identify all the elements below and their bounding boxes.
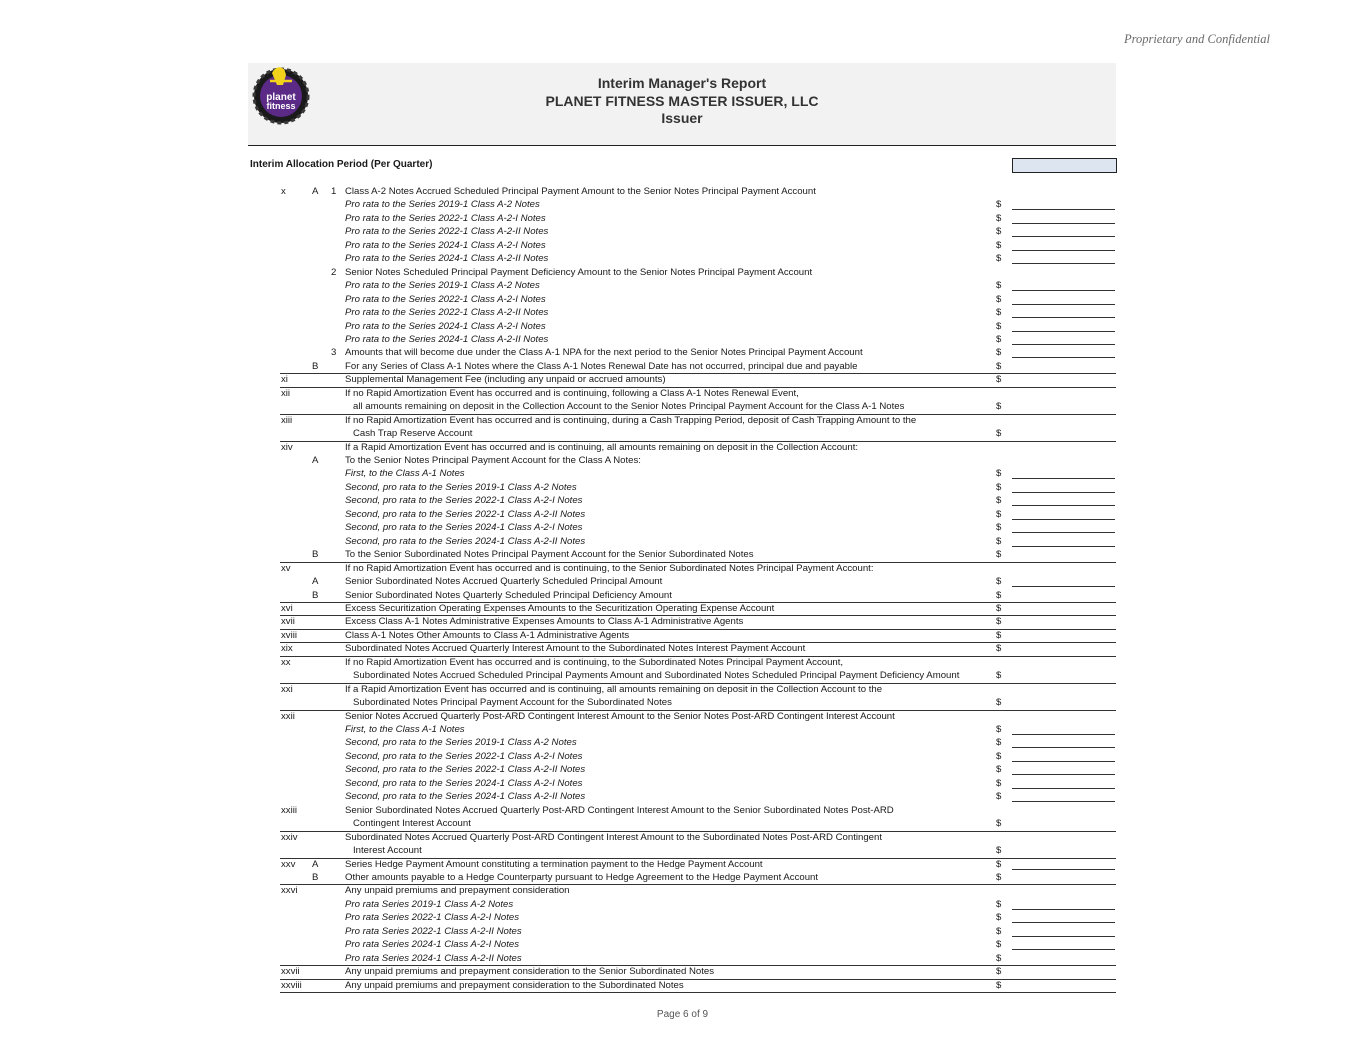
item-description: Pro rata to the Series 2022-1 Class A-2-II Notes bbox=[345, 226, 549, 238]
currency-symbol: $ bbox=[996, 307, 1002, 319]
table-row bbox=[280, 320, 1116, 334]
table-row bbox=[280, 346, 1116, 360]
amount-field[interactable] bbox=[1012, 209, 1115, 210]
table-row bbox=[280, 427, 1116, 442]
amount-field[interactable] bbox=[1012, 304, 1115, 305]
svg-text:fitness: fitness bbox=[266, 101, 296, 111]
item-description: Subordinated Notes Accrued Quarterly Interest Amount to the Subordinated Notes Interest Payment Account bbox=[345, 643, 806, 655]
table-row bbox=[280, 508, 1116, 522]
amount-field[interactable] bbox=[1012, 357, 1115, 358]
table-row bbox=[280, 198, 1116, 212]
currency-symbol: $ bbox=[996, 360, 1002, 372]
item-number: xiv bbox=[281, 441, 293, 453]
currency-symbol: $ bbox=[996, 293, 1002, 305]
item-description: Contingent Interest Account bbox=[353, 818, 471, 830]
currency-symbol: $ bbox=[996, 481, 1002, 493]
item-description: Class A-1 Notes Other Amounts to Class A-1 Administrative Agents bbox=[345, 629, 630, 641]
currency-symbol: $ bbox=[996, 764, 1002, 776]
table-row bbox=[280, 925, 1116, 939]
item-description: If a Rapid Amortization Event has occurred and is continuing, all amounts remaining on deposit in the Collection Account to the bbox=[345, 683, 883, 695]
item-letter: B bbox=[312, 549, 319, 561]
item-description: Second, pro rata to the Series 2024-1 Class A-2-I Notes bbox=[345, 777, 583, 789]
item-number: xi bbox=[281, 374, 288, 386]
svg-text:planet: planet bbox=[266, 92, 296, 103]
table-row bbox=[280, 239, 1116, 253]
table-row bbox=[280, 306, 1116, 320]
table-row bbox=[280, 441, 1116, 455]
currency-symbol: $ bbox=[996, 898, 1002, 910]
currency-symbol: $ bbox=[996, 508, 1002, 520]
item-letter: A bbox=[312, 455, 319, 466]
table-row bbox=[280, 400, 1116, 415]
currency-symbol: $ bbox=[996, 226, 1002, 238]
table-row bbox=[280, 548, 1116, 563]
table-row bbox=[280, 562, 1116, 576]
period-input-box[interactable] bbox=[1012, 158, 1117, 173]
item-description: If no Rapid Amortization Event has occurred and is continuing, during a Cash Trapping Period, deposit of Cash Trapping Amount to the bbox=[345, 414, 917, 426]
item-number: xxii bbox=[281, 710, 295, 722]
table-row bbox=[280, 333, 1116, 347]
amount-field[interactable] bbox=[1012, 747, 1115, 748]
currency-symbol: $ bbox=[996, 280, 1002, 292]
table-row bbox=[280, 817, 1116, 832]
item-description: Second, pro rata to the Series 2022-1 Class A-2-II Notes bbox=[345, 508, 586, 520]
currency-symbol: $ bbox=[996, 697, 1002, 709]
table-row bbox=[280, 696, 1116, 711]
table-row bbox=[280, 212, 1116, 226]
item-description: Second, pro rata to the Series 2024-1 Class A-2-I Notes bbox=[345, 522, 583, 534]
amount-field[interactable] bbox=[1012, 546, 1115, 547]
item-description: Excess Class A-1 Notes Administrative Expenses Amounts to Class A-1 Administrative Agents bbox=[345, 616, 744, 628]
item-description: Pro rata to the Series 2024-1 Class A-2-II Notes bbox=[345, 253, 549, 265]
currency-symbol: $ bbox=[996, 347, 1002, 359]
table-row bbox=[280, 481, 1116, 495]
item-description: Second, pro rata to the Series 2022-1 Class A-2-I Notes bbox=[345, 750, 583, 762]
amount-field[interactable] bbox=[1012, 586, 1115, 587]
item-description: Second, pro rata to the Series 2022-1 Class A-2-II Notes bbox=[345, 764, 586, 776]
item-description: Cash Trap Reserve Account bbox=[353, 428, 473, 440]
currency-symbol: $ bbox=[996, 629, 1002, 641]
currency-symbol: $ bbox=[996, 737, 1002, 749]
item-description: Any unpaid premiums and prepayment consideration bbox=[345, 885, 570, 897]
item-description: Senior Subordinated Notes Quarterly Scheduled Principal Deficiency Amount bbox=[345, 589, 672, 601]
sub-item-number: 3 bbox=[331, 347, 337, 359]
table-row bbox=[280, 185, 1116, 199]
table-row bbox=[280, 494, 1116, 508]
table-row bbox=[280, 804, 1116, 818]
currency-symbol: $ bbox=[996, 253, 1002, 265]
item-letter: B bbox=[312, 871, 319, 883]
item-description: Pro rata to the Series 2019-1 Class A-2 Notes bbox=[345, 280, 540, 292]
amount-field[interactable] bbox=[1012, 331, 1115, 332]
currency-symbol: $ bbox=[996, 979, 1002, 991]
table-row bbox=[280, 763, 1116, 777]
table-row bbox=[280, 521, 1116, 535]
item-description: Amounts that will become due under the Class A-1 NPA for the next period to the Senior Notes Principal Payment Account bbox=[345, 347, 863, 359]
currency-symbol: $ bbox=[996, 966, 1002, 978]
item-description: Second, pro rata to the Series 2024-1 Class A-2-II Notes bbox=[345, 791, 586, 803]
item-description: Pro rata to the Series 2024-1 Class A-2-I Notes bbox=[345, 320, 546, 332]
confidentiality-notice: Proprietary and Confidential bbox=[1123, 32, 1270, 46]
table-row bbox=[280, 683, 1116, 697]
item-description: Pro rata to the Series 2024-1 Class A-2-II Notes bbox=[345, 333, 549, 345]
item-description: Senior Notes Accrued Quarterly Post-ARD Contingent Interest Amount to the Senior Notes Post-ARD Contingent Interest Account bbox=[345, 710, 895, 722]
currency-symbol: $ bbox=[996, 952, 1002, 964]
table-row bbox=[280, 911, 1116, 925]
table-row bbox=[280, 710, 1116, 724]
table-row bbox=[280, 858, 1116, 872]
report-title: Interim Manager's Report bbox=[597, 75, 767, 91]
item-number: xx bbox=[281, 656, 291, 668]
table-row bbox=[280, 844, 1116, 859]
table-row bbox=[280, 252, 1116, 266]
item-description: If a Rapid Amortization Event has occurred and is continuing, all amounts remaining on deposit in the Collection Account: bbox=[345, 441, 859, 453]
currency-symbol: $ bbox=[996, 535, 1002, 547]
currency-symbol: $ bbox=[996, 320, 1002, 332]
item-number: xix bbox=[281, 643, 293, 655]
item-description: First, to the Class A-1 Notes bbox=[345, 724, 465, 735]
amount-field[interactable] bbox=[1012, 263, 1115, 264]
item-description: Subordinated Notes Principal Payment Account for the Subordinated Notes bbox=[353, 697, 672, 709]
table-row bbox=[280, 387, 1116, 401]
item-description: Pro rata Series 2022-1 Class A-2-I Notes bbox=[345, 912, 520, 924]
currency-symbol: $ bbox=[996, 912, 1002, 924]
currency-symbol: $ bbox=[996, 401, 1002, 413]
item-description: Pro rata Series 2019-1 Class A-2 Notes bbox=[345, 898, 514, 910]
item-number: xxiv bbox=[281, 831, 298, 843]
amount-field[interactable] bbox=[1012, 949, 1115, 950]
item-number: xiii bbox=[281, 414, 293, 426]
table-row bbox=[280, 656, 1116, 670]
item-number: xxvi bbox=[281, 885, 298, 897]
table-row bbox=[280, 884, 1116, 898]
report-header bbox=[248, 63, 1116, 146]
item-description: Second, pro rata to the Series 2024-1 Class A-2-II Notes bbox=[345, 535, 586, 547]
table-row bbox=[280, 575, 1116, 589]
item-description: Second, pro rata to the Series 2019-1 Class A-2 Notes bbox=[345, 737, 577, 749]
table-row bbox=[280, 279, 1116, 293]
amount-field[interactable] bbox=[1012, 250, 1115, 251]
table-row bbox=[280, 535, 1116, 549]
item-description: Pro rata Series 2024-1 Class A-2-II Notes bbox=[345, 952, 522, 964]
amount-field[interactable] bbox=[1012, 505, 1115, 506]
item-description: If no Rapid Amortization Event has occurred and is continuing, following a Class A-1 Notes Renewal Event, bbox=[345, 387, 799, 399]
table-row bbox=[280, 750, 1116, 764]
amount-field[interactable] bbox=[1012, 478, 1115, 479]
table-row bbox=[280, 871, 1116, 886]
item-description: Second, pro rata to the Series 2022-1 Class A-2-I Notes bbox=[345, 495, 583, 507]
amount-field[interactable] bbox=[1012, 801, 1115, 802]
item-number: xii bbox=[281, 387, 291, 399]
item-description: If no Rapid Amortization Event has occurred and is continuing, to the Senior Subordinated Notes Principal Payment Account: bbox=[345, 562, 874, 574]
item-description: Supplemental Management Fee (including any unpaid or accrued amounts) bbox=[345, 374, 666, 386]
item-description: If no Rapid Amortization Event has occurred and is continuing, to the Subordinated Notes Principal Payment Account, bbox=[345, 656, 844, 668]
table-row bbox=[280, 831, 1116, 845]
amount-field[interactable] bbox=[1012, 936, 1115, 937]
item-description: First, to the Class A-1 Notes bbox=[345, 468, 465, 480]
currency-symbol: $ bbox=[996, 750, 1002, 762]
currency-symbol: $ bbox=[996, 724, 1002, 735]
item-description: Second, pro rata to the Series 2019-1 Class A-2 Notes bbox=[345, 481, 577, 493]
amount-field[interactable] bbox=[1012, 532, 1115, 533]
issuer-label: Issuer bbox=[661, 110, 703, 126]
amount-field[interactable] bbox=[1012, 519, 1115, 520]
item-description: Subordinated Notes Accrued Quarterly Post-ARD Contingent Interest Amount to the Subordinated Notes Post-ARD Contingent bbox=[345, 831, 883, 843]
currency-symbol: $ bbox=[996, 495, 1002, 507]
item-description: all amounts remaining on deposit in the Collection Account to the Senior Notes Principal Payment Account for the Class A-1 Notes bbox=[353, 401, 905, 413]
item-description: Pro rata to the Series 2019-1 Class A-2 Notes bbox=[345, 199, 540, 211]
table-row bbox=[280, 736, 1116, 750]
item-number: xxviii bbox=[281, 979, 302, 991]
amount-field[interactable] bbox=[1012, 344, 1115, 345]
item-letter: B bbox=[312, 360, 319, 372]
currency-symbol: $ bbox=[996, 845, 1002, 857]
currency-symbol: $ bbox=[996, 602, 1002, 614]
item-letter: A bbox=[312, 186, 319, 197]
table-row bbox=[280, 373, 1116, 388]
table-row bbox=[280, 602, 1116, 617]
item-description: Senior Subordinated Notes Accrued Quarterly Scheduled Principal Amount bbox=[345, 576, 663, 588]
amount-field[interactable] bbox=[1012, 909, 1115, 910]
table-row bbox=[280, 790, 1116, 804]
table-row bbox=[280, 467, 1116, 481]
currency-symbol: $ bbox=[996, 818, 1002, 830]
amount-field[interactable] bbox=[1012, 774, 1115, 775]
amount-field[interactable] bbox=[1012, 492, 1115, 493]
item-description: Subordinated Notes Accrued Scheduled Principal Payments Amount and Subordinated Notes Scheduled Principal Payment Deficiency Amount bbox=[353, 670, 960, 682]
table-row bbox=[280, 629, 1116, 644]
item-number: xxv bbox=[281, 858, 296, 870]
currency-symbol: $ bbox=[996, 239, 1002, 251]
item-description: Series Hedge Payment Amount constituting a termination payment to the Hedge Payment Account bbox=[345, 858, 763, 870]
item-description: Pro rata Series 2022-1 Class A-2-II Notes bbox=[345, 925, 522, 937]
currency-symbol: $ bbox=[996, 616, 1002, 628]
currency-symbol: $ bbox=[996, 939, 1002, 951]
table-row bbox=[280, 938, 1116, 952]
table-row bbox=[280, 454, 1116, 468]
currency-symbol: $ bbox=[996, 589, 1002, 601]
currency-symbol: $ bbox=[996, 549, 1002, 561]
item-number: xxiii bbox=[281, 804, 297, 816]
amount-field[interactable] bbox=[1012, 922, 1115, 923]
table-row bbox=[280, 952, 1116, 967]
period-label: Interim Allocation Period (Per Quarter) bbox=[250, 159, 433, 170]
table-row bbox=[280, 777, 1116, 791]
table-row bbox=[280, 225, 1116, 239]
amount-field[interactable] bbox=[1012, 236, 1115, 237]
item-description: Senior Notes Scheduled Principal Payment Deficiency Amount to the Senior Notes Principal Payment Account bbox=[345, 266, 813, 278]
currency-symbol: $ bbox=[996, 333, 1002, 345]
item-description: Interest Account bbox=[353, 845, 422, 857]
currency-symbol: $ bbox=[996, 576, 1002, 588]
item-description: Pro rata Series 2024-1 Class A-2-I Notes bbox=[345, 939, 520, 951]
table-row bbox=[280, 589, 1116, 604]
amount-field[interactable] bbox=[1012, 223, 1115, 224]
table-row bbox=[280, 669, 1116, 684]
issuer-name: PLANET FITNESS MASTER ISSUER, LLC bbox=[545, 92, 819, 109]
table-row bbox=[280, 615, 1116, 630]
table-row bbox=[280, 293, 1116, 307]
item-description: Pro rata to the Series 2022-1 Class A-2-II Notes bbox=[345, 307, 549, 319]
item-number: x bbox=[281, 186, 286, 197]
item-description: Any unpaid premiums and prepayment consideration to the Subordinated Notes bbox=[345, 979, 684, 991]
item-description: Senior Subordinated Notes Accrued Quarterly Post-ARD Contingent Interest Amount to the Senior Subordinated Notes Post-ARD bbox=[345, 804, 894, 816]
item-number: xvii bbox=[281, 616, 295, 628]
amount-field[interactable] bbox=[1012, 761, 1115, 762]
item-description: Pro rata to the Series 2022-1 Class A-2-I Notes bbox=[345, 212, 546, 224]
page-number: Page 6 of 9 bbox=[656, 1009, 709, 1020]
currency-symbol: $ bbox=[996, 791, 1002, 803]
item-number: xviii bbox=[281, 629, 297, 641]
currency-symbol: $ bbox=[996, 858, 1002, 870]
amount-field[interactable] bbox=[1012, 290, 1115, 291]
table-row bbox=[280, 979, 1116, 994]
item-number: xvi bbox=[281, 602, 293, 614]
currency-symbol: $ bbox=[996, 374, 1002, 386]
item-description: Other amounts payable to a Hedge Counterparty pursuant to Hedge Agreement to the Hedge Payment Account bbox=[345, 871, 819, 883]
item-description: For any Series of Class A-1 Notes where the Class A-1 Notes Renewal Date has not occurred, principal due and payable bbox=[345, 360, 858, 372]
item-letter: B bbox=[312, 589, 319, 601]
item-description: Excess Securitization Operating Expenses Amounts to the Securitization Operating Expense Account bbox=[345, 602, 775, 614]
currency-symbol: $ bbox=[996, 777, 1002, 789]
amount-field[interactable] bbox=[1012, 734, 1115, 735]
item-description: Any unpaid premiums and prepayment consideration to the Senior Subordinated Notes bbox=[345, 966, 715, 978]
amount-field[interactable] bbox=[1012, 317, 1115, 318]
currency-symbol: $ bbox=[996, 428, 1002, 440]
currency-symbol: $ bbox=[996, 199, 1002, 211]
currency-symbol: $ bbox=[996, 522, 1002, 534]
amount-field[interactable] bbox=[1012, 788, 1115, 789]
table-row bbox=[280, 965, 1116, 980]
table-row bbox=[280, 642, 1116, 657]
table-row bbox=[280, 360, 1116, 375]
amount-field[interactable] bbox=[1012, 869, 1115, 870]
sub-item-number: 2 bbox=[331, 266, 337, 278]
currency-symbol: $ bbox=[996, 670, 1002, 682]
item-number: xv bbox=[281, 562, 291, 574]
item-description: Pro rata to the Series 2022-1 Class A-2-I Notes bbox=[345, 293, 546, 305]
table-row bbox=[280, 414, 1116, 428]
table-row bbox=[280, 723, 1116, 737]
currency-symbol: $ bbox=[996, 643, 1002, 655]
sub-item-number: 1 bbox=[331, 186, 337, 197]
table-row bbox=[280, 266, 1116, 280]
currency-symbol: $ bbox=[996, 871, 1002, 883]
currency-symbol: $ bbox=[996, 212, 1002, 224]
item-description: To the Senior Notes Principal Payment Account for the Class A Notes: bbox=[345, 455, 641, 466]
item-description: Pro rata to the Series 2024-1 Class A-2-I Notes bbox=[345, 239, 546, 251]
item-letter: A bbox=[312, 858, 319, 870]
item-number: xxi bbox=[281, 683, 293, 695]
item-description: To the Senior Subordinated Notes Principal Payment Account for the Senior Subordinated Notes bbox=[345, 549, 754, 561]
currency-symbol: $ bbox=[996, 925, 1002, 937]
item-letter: A bbox=[312, 576, 319, 588]
table-row bbox=[280, 898, 1116, 912]
item-number: xxvii bbox=[281, 966, 300, 978]
currency-symbol: $ bbox=[996, 468, 1002, 480]
item-description: Class A-2 Notes Accrued Scheduled Principal Payment Amount to the Senior Notes Principal Payment Account bbox=[345, 186, 816, 197]
